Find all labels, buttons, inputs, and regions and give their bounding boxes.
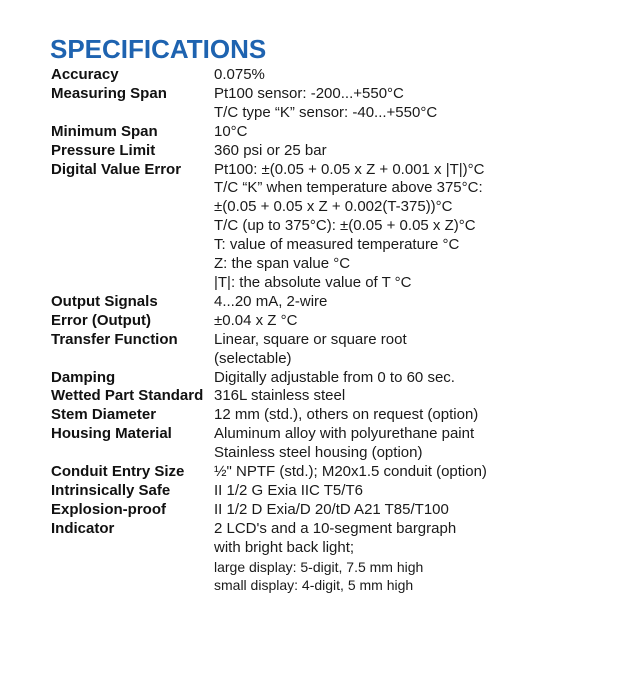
spec-value: |T|: the absolute value of T °C [214,273,412,291]
spec-label: Pressure Limit [51,141,156,159]
spec-label: Output Signals [51,292,158,310]
spec-label: Minimum Span [51,122,158,140]
spec-value: with bright back light; [214,538,355,556]
spec-value: ½" NPTF (std.); M20x1.5 conduit (option) [214,463,487,481]
spec-label: Wetted Part Standard [51,387,204,405]
spec-row [51,85,611,123]
spec-values [214,369,611,388]
spec-value: 360 psi or 25 bar [214,141,327,159]
spec-label: Housing Material [51,425,172,443]
spec-values [214,293,611,312]
spec-value: Z: the span value °C [214,255,351,273]
spec-value: 4...20 mA, 2-wire [214,292,328,310]
spec-values [214,501,611,520]
spec-value: large display: 5-digit, 7.5 mm high [214,558,424,575]
spec-values [214,312,611,331]
spec-row [51,406,611,425]
spec-row [51,425,611,463]
spec-value: T/C (up to 375°C): ±(0.05 + 0.05 x Z)°C [214,217,476,235]
spec-label: Explosion-proof [51,500,166,518]
spec-values [214,161,611,293]
specifications-table [51,66,611,595]
spec-value: small display: 4-digit, 5 mm high [214,577,414,594]
spec-label: Transfer Function [51,330,178,348]
spec-row [51,161,611,293]
spec-values [214,66,611,85]
spec-values [214,520,611,596]
spec-row [51,482,611,501]
spec-value: (selectable) [214,349,292,367]
spec-value: Aluminum alloy with polyurethane paint [214,425,475,443]
spec-values [214,331,611,369]
spec-row [51,123,611,142]
spec-value: 10°C [214,122,248,140]
spec-value: T/C “K” when temperature above 375°C: [214,179,483,197]
spec-label: Measuring Span [51,84,167,102]
spec-value: Digitally adjustable from 0 to 60 sec. [214,368,455,386]
spec-value: T/C type “K” sensor: -40...+550°C [214,103,438,121]
spec-value: 0.075% [214,66,265,83]
spec-row [51,387,611,406]
spec-value: Stainless steel housing (option) [214,444,423,462]
spec-values [214,85,611,123]
spec-values [214,142,611,161]
spec-row [51,369,611,388]
spec-values [214,406,611,425]
spec-label: Stem Diameter [51,406,157,424]
spec-label: Damping [51,368,116,386]
spec-value: 2 LCD's and a 10-segment bargraph [214,519,457,537]
spec-value: 316L stainless steel [214,387,346,405]
spec-value: T: value of measured temperature °C [214,236,460,254]
spec-value: Pt100: ±(0.05 + 0.05 x Z + 0.001 x |T|)°C [214,160,485,178]
spec-values [214,387,611,406]
spec-row [51,331,611,369]
spec-label: Digital Value Error [51,160,182,178]
spec-row [51,142,611,161]
spec-label: Conduit Entry Size [51,463,185,481]
spec-values [214,425,611,463]
spec-row [51,520,611,596]
spec-value: Linear, square or square root [214,330,407,348]
spec-row [51,293,611,312]
spec-label: Indicator [51,519,115,537]
spec-value: ±0.04 x Z °C [214,311,298,329]
spec-row [51,463,611,482]
spec-label: Intrinsically Safe [51,481,171,499]
spec-value: II 1/2 G Exia IIC T5/T6 [214,481,363,499]
spec-row [51,66,611,85]
spec-values [214,463,611,482]
spec-label: Accuracy [51,66,119,83]
spec-row [51,312,611,331]
spec-value: Pt100 sensor: -200...+550°C [214,84,404,102]
spec-value: ±(0.05 + 0.05 x Z + 0.002(T-375))°C [214,198,453,216]
spec-value: II 1/2 D Exia/D 20/tD A21 T85/T100 [214,500,449,518]
spec-values [214,482,611,501]
spec-values [214,123,611,142]
spec-label: Error (Output) [51,311,151,329]
page-title: SPECIFICATIONS [50,34,267,64]
spec-row [51,501,611,520]
spec-value: 12 mm (std.), others on request (option) [214,406,479,424]
